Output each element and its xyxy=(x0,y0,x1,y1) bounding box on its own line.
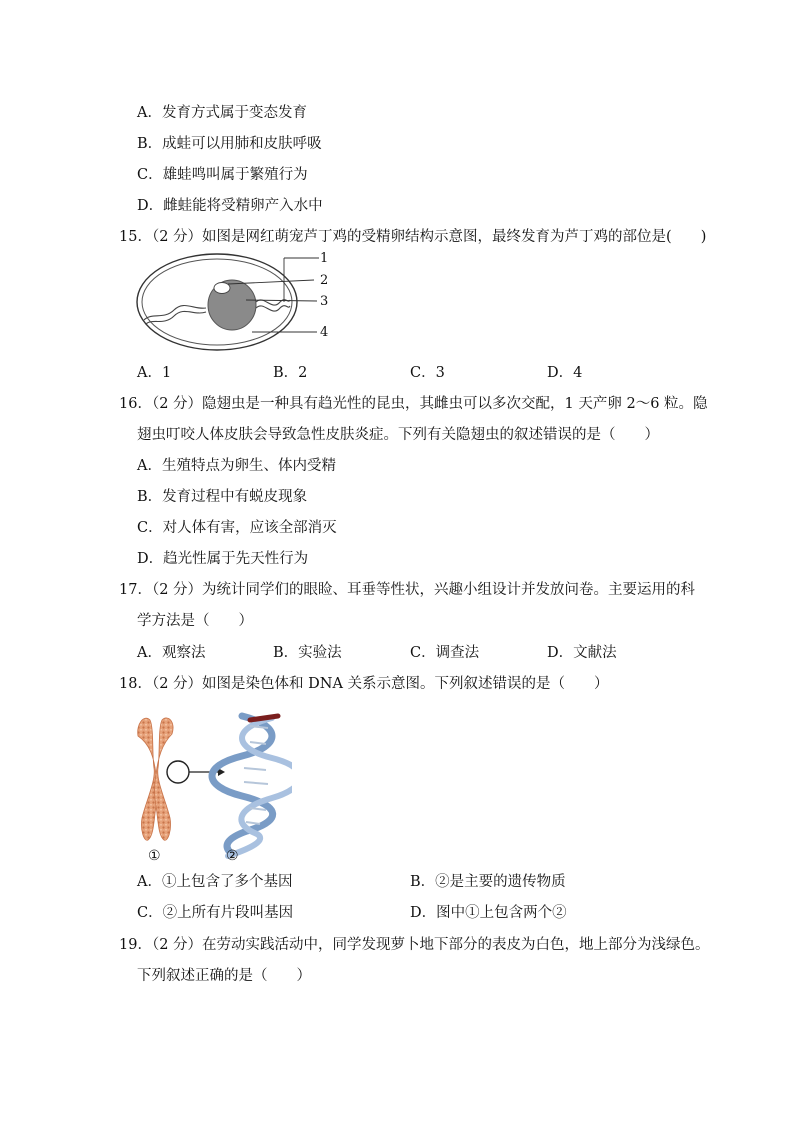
egg-label-2: 2 xyxy=(320,273,329,288)
egg-label-3: 3 xyxy=(320,294,329,309)
label-dna: ② xyxy=(226,848,239,864)
germinal-disc xyxy=(214,283,230,294)
label-chromosome: ① xyxy=(148,848,161,864)
q14-option-c: C．雄蛙鸣叫属于繁殖行为 xyxy=(137,167,308,183)
q14-option-d: D．雌蛙能将受精卵产入水中 xyxy=(137,198,323,214)
q14-option-a: A．发育方式属于变态发育 xyxy=(137,105,307,121)
q16-stem-line1: 16．（2 分）隐翅虫是一种具有趋光性的昆虫，其雌虫可以多次交配，1 天产卵 2～6 粒。隐 xyxy=(119,396,708,412)
egg-label-4: 4 xyxy=(320,325,329,340)
q15-option-c: C．3 xyxy=(410,365,445,381)
q18-option-c: C．②上所有片段叫基因 xyxy=(137,905,294,921)
q17-option-c: C．调查法 xyxy=(410,645,480,661)
q19-stem-line2: 下列叙述正确的是（ ） xyxy=(137,968,311,984)
q17-option-d: D．文献法 xyxy=(547,645,617,661)
q18-option-a: A．①上包含了多个基因 xyxy=(137,874,293,890)
q16-option-b: B．发育过程中有蜕皮现象 xyxy=(137,489,308,505)
q15-option-d: D．4 xyxy=(547,365,583,381)
q17-option-a: A．观察法 xyxy=(137,645,206,661)
q16-option-a: A．生殖特点为卵生、体内受精 xyxy=(137,458,336,474)
q15-option-b: B．2 xyxy=(273,365,308,381)
egg-label-1: 1 xyxy=(320,251,329,266)
q16-stem-line2: 翅虫叮咬人体皮肤会导致急性皮肤炎症。下列有关隐翅虫的叙述错误的是（ ） xyxy=(137,427,659,443)
q19-stem-line1: 19．（2 分）在劳动实践活动中，同学发现萝卜地下部分的表皮为白色，地上部分为浅绿色。 xyxy=(119,937,710,953)
egg-structure-diagram xyxy=(134,250,344,354)
q18-option-b: B．②是主要的遗传物质 xyxy=(410,874,566,890)
q18-stem: 18．（2 分）如图是染色体和 DNA 关系示意图。下列叙述错误的是（ ） xyxy=(119,676,609,692)
q18-option-d: D．图中①上包含两个② xyxy=(410,905,567,921)
q14-option-b: B．成蛙可以用肺和皮肤呼吸 xyxy=(137,136,322,152)
chromosome-dna-diagram xyxy=(132,706,292,864)
zoom-circle xyxy=(167,761,189,783)
q16-option-d: D．趋光性属于先天性行为 xyxy=(137,551,309,567)
q17-stem-line1: 17．（2 分）为统计同学们的眼睑、耳垂等性状，兴趣小组设计并发放问卷。主要运用的科 xyxy=(119,582,696,598)
q17-stem-line2: 学方法是（ ） xyxy=(137,613,253,629)
chromosome xyxy=(138,718,173,840)
q17-option-b: B．实验法 xyxy=(273,645,342,661)
dna-helix xyxy=(212,716,292,856)
q15-stem: 15．（2 分）如图是网红萌宠芦丁鸡的受精卵结构示意图，最终发育为芦丁鸡的部位是( ) xyxy=(119,229,707,245)
q16-option-c: C．对人体有害，应该全部消灭 xyxy=(137,520,337,536)
q15-option-a: A．1 xyxy=(137,365,172,381)
